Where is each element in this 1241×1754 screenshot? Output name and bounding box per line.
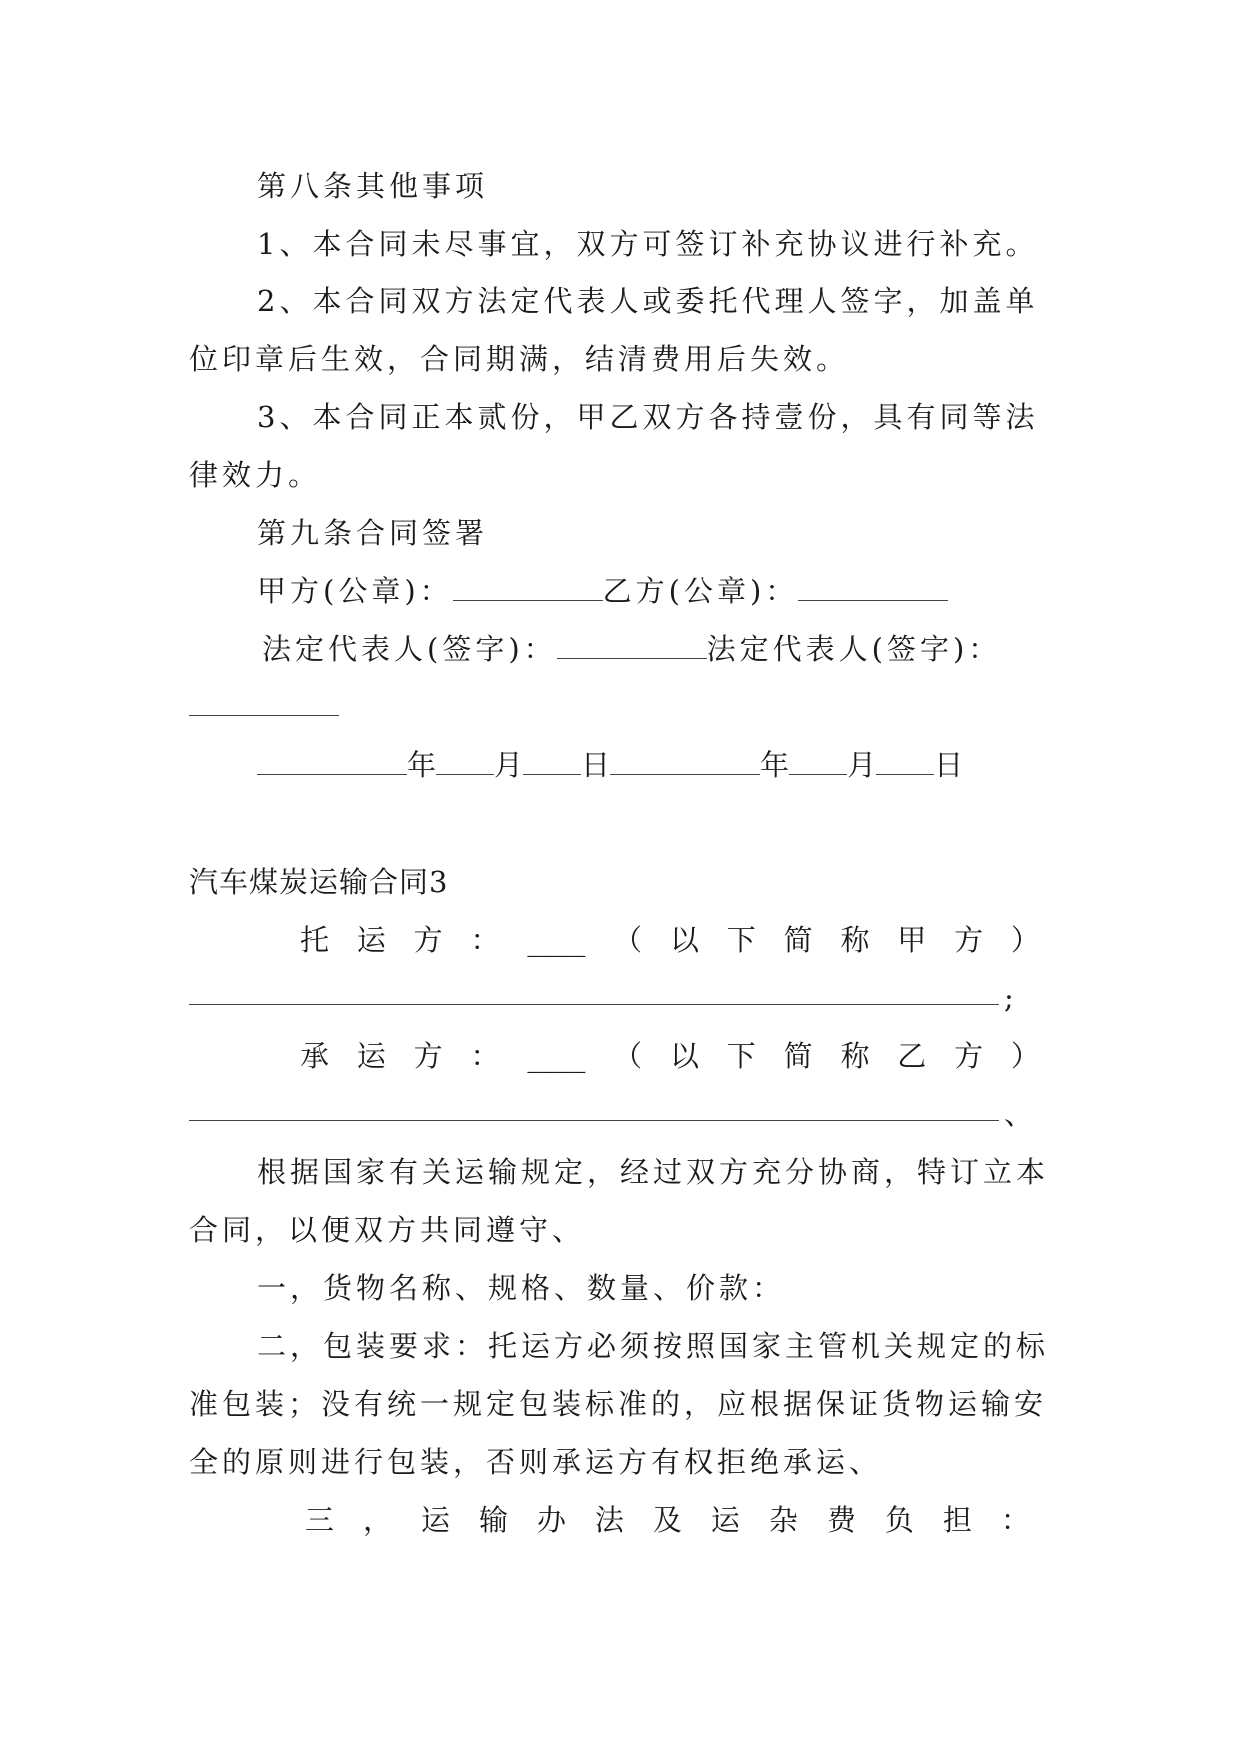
- shipper-char: 简: [783, 923, 813, 957]
- shipper-char: 以: [669, 923, 699, 957]
- shipper-char: 运: [356, 923, 386, 957]
- party-a-seal-blank: [453, 574, 603, 601]
- carrier-address-rule: [189, 1120, 999, 1121]
- shipper-char: 下: [726, 923, 756, 957]
- carrier-char: 乙: [897, 1039, 927, 1073]
- party-b-day-blank: [876, 748, 934, 775]
- clause-3-char: 负: [884, 1503, 914, 1537]
- clause-3-char: 法: [594, 1503, 624, 1537]
- party-a-day-blank: [523, 748, 581, 775]
- date-line: [257, 745, 963, 785]
- clause-2-line-1: 二，包装要求：托运方必须按照国家主管机关规定的标: [257, 1329, 1050, 1363]
- party-a-month-label: 月: [494, 748, 524, 782]
- carrier-char: 运: [356, 1039, 386, 1073]
- carrier-name-blank: ____: [527, 1039, 586, 1073]
- carrier-char: 以: [669, 1039, 699, 1073]
- representative-line: [262, 629, 1001, 669]
- party-b-year-label: 年: [760, 748, 790, 782]
- shipper-char: 方: [413, 923, 443, 957]
- carrier-char: 方: [413, 1039, 443, 1073]
- shipper-address-rule: [189, 1004, 999, 1005]
- shipper-name-blank: ____: [527, 923, 586, 957]
- clause-3-char: 运: [710, 1503, 740, 1537]
- clause-3-char: 办: [536, 1503, 566, 1537]
- party-b-month-blank: [789, 748, 847, 775]
- party-a-rep-label: 法定代表人(签字)：: [262, 632, 557, 666]
- shipper-char: 方: [954, 923, 984, 957]
- clause-3-char: 输: [478, 1503, 508, 1537]
- party-b-year-blank: [610, 748, 760, 775]
- shipper-char: ）: [1010, 923, 1040, 957]
- seal-line: [257, 571, 948, 611]
- clause-2-line-2: 准包装；没有统一规定包装标准的，应根据保证货物运输安: [189, 1387, 1048, 1421]
- party-b-rep-label: 法定代表人(签字)：: [706, 632, 1002, 666]
- carrier-char: 简: [783, 1039, 813, 1073]
- party-b-rep-blank: [189, 715, 339, 716]
- clause-3-char: 杂: [768, 1503, 798, 1537]
- shipper-line: [300, 920, 1040, 960]
- shipper-char: （: [613, 923, 643, 957]
- carrier-char: 下: [726, 1039, 756, 1073]
- shipper-line-end: ;: [1004, 981, 1018, 1015]
- clause-2-line-3: 全的原则进行包装，否则承运方有权拒绝承运、: [189, 1445, 883, 1479]
- party-a-year-label: 年: [407, 748, 437, 782]
- carrier-char: 方: [954, 1039, 984, 1073]
- shipper-char: 托: [300, 923, 330, 957]
- shipper-char: 甲: [897, 923, 927, 957]
- clause-3-char: ，: [362, 1503, 392, 1537]
- carrier-char: 称: [840, 1039, 870, 1073]
- clause-3-line: [305, 1500, 1030, 1540]
- party-a-year-blank: [257, 748, 407, 775]
- clause-3-char: 及: [652, 1503, 682, 1537]
- party-a-month-blank: [436, 748, 494, 775]
- carrier-char: 承: [300, 1039, 330, 1073]
- carrier-char: （: [613, 1039, 643, 1073]
- preamble-line-1: 根据国家有关运输规定，经过双方充分协商，特订立本: [257, 1155, 1050, 1189]
- article-9-heading: 第九条合同签署: [257, 516, 489, 550]
- shipper-char: 称: [840, 923, 870, 957]
- clause-3-char: 运: [420, 1503, 450, 1537]
- carrier-char: ：: [470, 1039, 500, 1073]
- clause-3-char: 费: [826, 1503, 856, 1537]
- contract-3-title: 汽车煤炭运输合同3: [189, 865, 449, 899]
- party-b-day-label: 日: [934, 748, 964, 782]
- preamble-line-2: 合同，以便双方共同遵守、: [189, 1213, 586, 1247]
- carrier-line-end: 、: [1004, 1097, 1038, 1131]
- clause-3-char: 担: [942, 1503, 972, 1537]
- shipper-char: ：: [470, 923, 500, 957]
- party-a-seal-label: 甲方(公章)：: [257, 574, 453, 608]
- article-8-heading: 第八条其他事项: [257, 169, 489, 203]
- clause-3-char: ：: [1000, 1503, 1030, 1537]
- article-8-item-2-line-2: 位印章后生效，合同期满，结清费用后失效。: [189, 342, 850, 376]
- carrier-line: [300, 1036, 1040, 1076]
- party-b-seal-blank: [798, 574, 948, 601]
- article-8-item-3-line-1: 3、本合同正本贰份，甲乙双方各持壹份，具有同等法: [257, 400, 1039, 434]
- carrier-char: ）: [1010, 1039, 1040, 1073]
- article-8-item-1: 1、本合同未尽事宜，双方可签订补充协议进行补充。: [257, 227, 1039, 261]
- article-8-item-3-line-2: 律效力。: [189, 458, 322, 492]
- party-a-rep-blank: [557, 632, 707, 659]
- clause-3-char: 三: [305, 1503, 335, 1537]
- party-b-month-label: 月: [847, 748, 877, 782]
- party-b-seal-label: 乙方(公章)：: [602, 574, 799, 608]
- party-a-day-label: 日: [581, 748, 611, 782]
- clause-1: 一，货物名称、规格、数量、价款：: [257, 1271, 786, 1305]
- article-8-item-2-line-1: 2、本合同双方法定代表人或委托代理人签字，加盖单: [257, 284, 1039, 318]
